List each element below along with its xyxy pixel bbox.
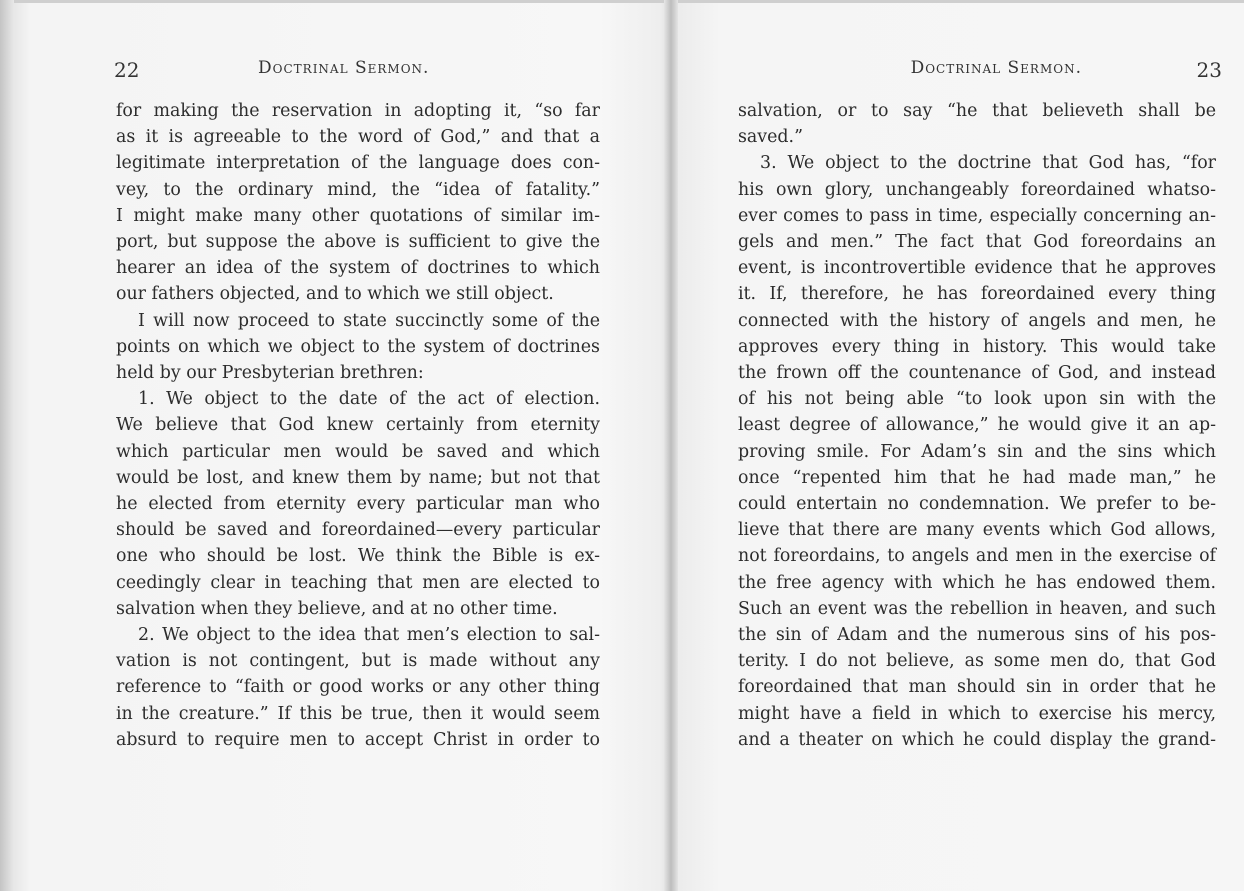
text-line: absurd to require men to accept Christ in order to (116, 729, 600, 750)
text-line: our fathers objected, and to which we still object. (116, 284, 554, 305)
text-line: hearer an idea of the system of doctrines to which (116, 258, 600, 279)
text-line: as it is agreeable to the word of God,” and that a (116, 127, 600, 148)
text-line: vey, to the ordinary mind, the “idea of fatality.” (116, 179, 600, 200)
text-line: approves every thing in history. This would take (738, 336, 1216, 357)
text-line: he elected from eternity every particular man who (116, 494, 600, 515)
right-page (732, 0, 1222, 891)
text-line: gels and men.” The fact that God foreordains an (738, 232, 1216, 253)
text-line: it. If, therefore, he has foreordained every thing (738, 284, 1216, 305)
text-line: the free agency with which he has endowed them. (738, 572, 1216, 593)
text-line: ever comes to pass in time, especially concerning an- (738, 205, 1216, 226)
left-page-edge (0, 0, 14, 891)
text-line: lieve that there are many events which God allows, (738, 520, 1216, 541)
text-line: and a theater on which he could display the grand- (738, 729, 1216, 750)
text-line: of his not being able “to look upon sin with the (738, 389, 1216, 410)
text-line: for making the reservation in adopting it, “so far (116, 101, 600, 121)
text-line: in the creature.” If this be true, then it would seem (116, 703, 600, 724)
text-line: could entertain no condemnation. We prefer to be- (738, 494, 1216, 515)
text-line: held by our Presbyterian brethren: (116, 363, 424, 384)
page-number: 23 (1196, 58, 1222, 82)
text-line: saved.” (738, 127, 803, 148)
text-line: legitimate interpretation of the language does con- (116, 153, 600, 174)
text-line: the frown off the countenance of God, and instead (738, 363, 1216, 384)
text-line: 2. We object to the idea that men’s election to sal- (138, 625, 600, 646)
text-line: which particular men would be saved and which (116, 441, 600, 462)
running-head: Doctrinal Sermon. (258, 58, 430, 78)
left-page-header (100, 58, 610, 86)
text-line: salvation when they believe, and at no other time. (116, 598, 558, 619)
left-page-body (116, 98, 600, 753)
text-line: I will now proceed to state succinctly some of the (138, 310, 600, 331)
text-line: should be saved and foreordained—every particular (116, 520, 600, 541)
text-line: connected with the history of angels and men, he (738, 310, 1216, 331)
running-head: Doctrinal Sermon. (910, 58, 1082, 78)
text-line: terity. I do not believe, as some men do, that God (738, 651, 1216, 672)
text-line: event, is incontrovertible evidence that he approves (738, 258, 1216, 279)
text-line: one who should be lost. We think the Bible is ex- (116, 546, 600, 567)
text-line: Such an event was the rebellion in heaven, and such (738, 598, 1216, 619)
text-line: the sin of Adam and the numerous sins of his pos- (738, 625, 1216, 646)
text-line: his own glory, unchangeably foreordained whatso- (738, 179, 1216, 200)
text-line: might have a field in which to exercise his mercy, (738, 703, 1216, 724)
text-line: salvation, or to say “he that believeth shall be (738, 101, 1216, 121)
text-line: 1. We object to the date of the act of election. (138, 389, 600, 410)
right-page-header (732, 58, 1222, 86)
text-line: would be lost, and knew them by name; but not that (116, 467, 600, 488)
text-line: not foreordains, to angels and men in the exercise of (738, 546, 1216, 567)
left-page (100, 0, 610, 891)
text-line: once “repented him that he had made man,” he (738, 467, 1216, 488)
text-line: points on which we object to the system of doctrines (116, 336, 600, 357)
text-line: I might make many other quotations of similar im- (116, 205, 600, 226)
text-line: port, but suppose the above is sufficient to give the (116, 232, 600, 253)
book-gutter (664, 0, 678, 891)
right-page-body (738, 98, 1216, 753)
text-line: ceedingly clear in teaching that men are elected to (116, 572, 600, 593)
text-line: proving smile. For Adam’s sin and the sins which (738, 441, 1216, 462)
page-number: 22 (114, 58, 140, 82)
text-line: vation is not contingent, but is made without any (116, 651, 600, 672)
text-line: 3. We object to the doctrine that God has, “for (760, 153, 1216, 174)
text-line: least degree of allowance,” he would give it an ap- (738, 415, 1216, 436)
text-line: foreordained that man should sin in order that he (738, 677, 1216, 698)
text-line: reference to “faith or good works or any other thing (116, 677, 600, 698)
text-line: We believe that God knew certainly from eternity (116, 415, 600, 436)
